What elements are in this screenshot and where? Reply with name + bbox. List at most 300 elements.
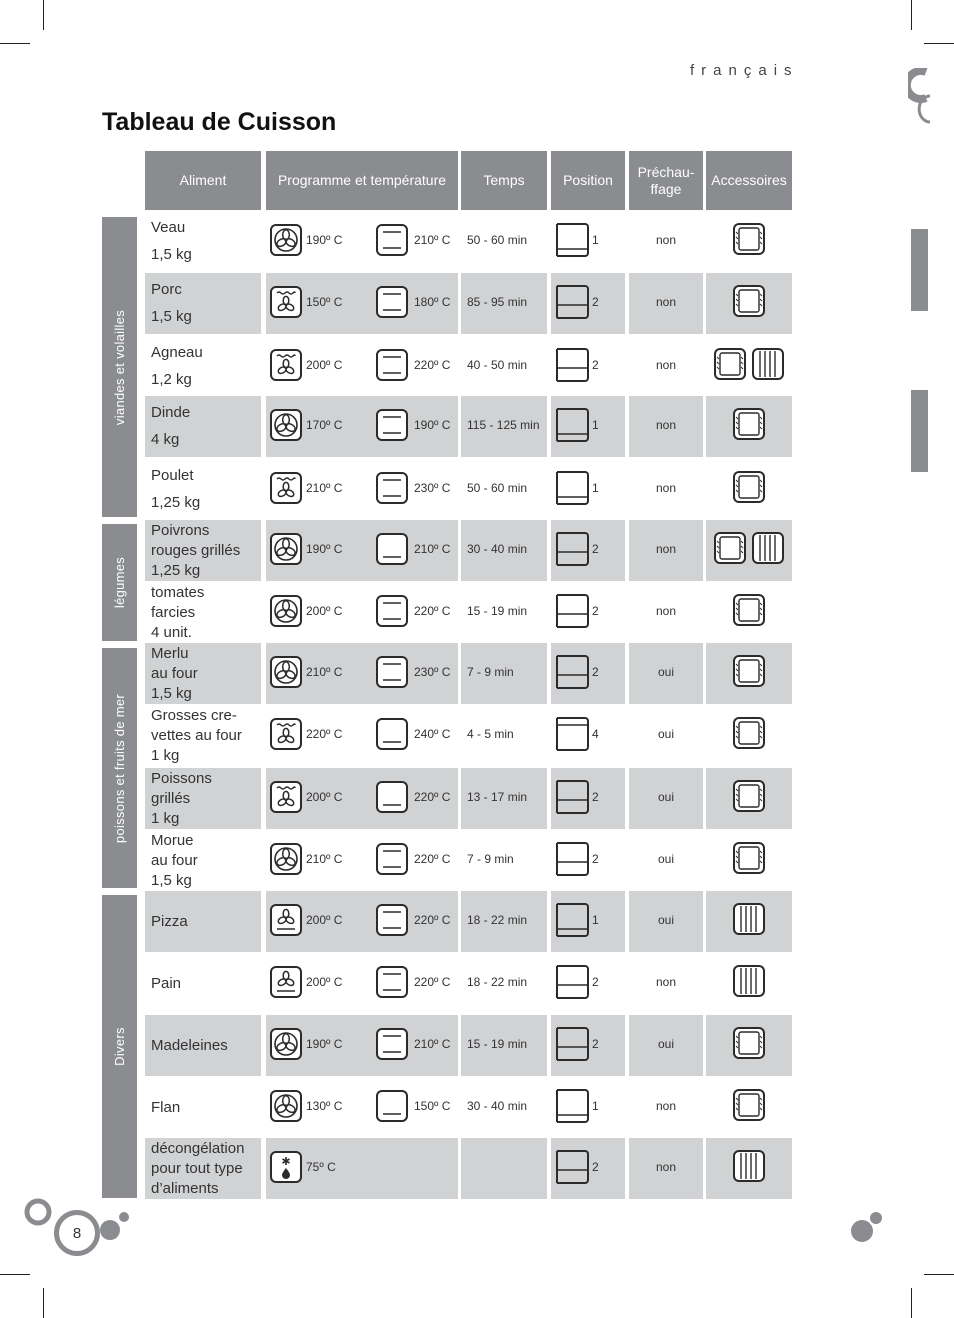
- cell-pre: [629, 520, 703, 581]
- temperature-2: 220º C: [414, 852, 451, 866]
- cell-pos: [551, 459, 625, 520]
- cell-pos: [551, 211, 625, 272]
- temperature-1: 75º C: [306, 1160, 336, 1174]
- rack-position: 2: [592, 604, 599, 618]
- food-line: Grosses cre-: [151, 706, 237, 724]
- rack-position: 1: [592, 418, 599, 432]
- rack-position: 1: [592, 913, 599, 927]
- temperature-2: 220º C: [414, 790, 451, 804]
- preheat-value: non: [655, 418, 677, 432]
- cell-prog: [266, 1015, 458, 1076]
- food-line: 1,25 kg: [151, 561, 201, 579]
- cooking-time: 18 - 22 min: [467, 913, 528, 927]
- cell-prog: [266, 1077, 458, 1138]
- tray-icon: [733, 471, 765, 503]
- temperature-1: 210º C: [306, 481, 343, 495]
- cooking-time: 7 - 9 min: [467, 852, 514, 866]
- rack-position-icon: [555, 778, 589, 816]
- rack-position: 2: [592, 1160, 599, 1174]
- rack-position: 2: [592, 975, 599, 989]
- top-bottom-heat-icon: [376, 286, 408, 318]
- food-name: [151, 643, 259, 704]
- cell-food: [145, 273, 261, 334]
- tray-icon: [733, 655, 765, 687]
- rack-position-icon: [555, 221, 589, 259]
- tray-icon: [714, 348, 746, 380]
- cell-pre: [629, 768, 703, 829]
- rack-position-icon: [555, 406, 589, 444]
- cell-acc: [706, 830, 792, 891]
- cell-time: [461, 768, 547, 829]
- rack-position-icon: [555, 715, 589, 753]
- page-title: Tableau de Cuisson: [102, 108, 337, 136]
- cell-pos: [551, 705, 625, 766]
- temperature-2: 150º C: [414, 1099, 451, 1113]
- grid-icon: [752, 532, 784, 564]
- food-weight: 1,5 kg: [151, 308, 192, 325]
- cell-prog: [266, 643, 458, 704]
- food-line: farcies: [151, 603, 196, 621]
- cell-prog: [266, 211, 458, 272]
- preheat-label-line1: Préchau-: [637, 163, 695, 180]
- cell-food: [145, 705, 261, 766]
- rack-position: 2: [592, 295, 599, 309]
- temperature-1: 200º C: [306, 790, 343, 804]
- cell-time: [461, 211, 547, 272]
- temperature-2: 230º C: [414, 665, 451, 679]
- fan-icon: [270, 843, 302, 875]
- food-weight: 4 kg: [151, 431, 180, 448]
- rack-position-icon: [555, 592, 589, 630]
- temperature-2: 220º C: [414, 913, 451, 927]
- table-row: [145, 705, 792, 766]
- preheat-value: oui: [657, 852, 674, 866]
- rack-position-icon: [555, 1025, 589, 1063]
- food-line: décongélation: [151, 1139, 245, 1157]
- decor-circles-right: [846, 1206, 886, 1246]
- cell-acc: [706, 1015, 792, 1076]
- cell-food: [145, 1138, 261, 1199]
- food-line: 1,5 kg: [151, 684, 192, 702]
- crop-mark: [924, 1274, 954, 1275]
- table-row: [145, 643, 792, 704]
- table-row: [145, 1077, 792, 1138]
- cell-pre: [629, 891, 703, 952]
- temperature-1: 190º C: [306, 542, 343, 556]
- cell-pos: [551, 336, 625, 397]
- temperature-2: 210º C: [414, 1037, 451, 1051]
- temperature-2: 210º C: [414, 542, 451, 556]
- cell-pre: [629, 1138, 703, 1199]
- cell-pos: [551, 953, 625, 1014]
- cell-food: [145, 1077, 261, 1138]
- crop-mark: [0, 1274, 30, 1275]
- cell-pos: [551, 830, 625, 891]
- column-header-preheat: [629, 151, 703, 210]
- cell-prog: [266, 891, 458, 952]
- food-name: [151, 459, 259, 520]
- cell-time: [461, 705, 547, 766]
- temperature-1: 150º C: [306, 295, 343, 309]
- preheat-value: oui: [657, 727, 674, 741]
- cell-acc: [706, 891, 792, 952]
- food-line: Poulet: [151, 467, 194, 484]
- grill-fan-icon: [270, 718, 302, 750]
- food-line: au four: [151, 851, 198, 869]
- food-line: rouges grillés: [151, 541, 241, 559]
- cooking-time: 30 - 40 min: [467, 542, 528, 556]
- food-name: [151, 396, 259, 457]
- cell-prog: [266, 273, 458, 334]
- cooking-time: 15 - 19 min: [467, 1037, 528, 1051]
- rack-position: 1: [592, 481, 599, 495]
- food-line: 1,5 kg: [151, 871, 192, 889]
- tray-icon: [733, 780, 765, 812]
- group-label: légumes: [112, 556, 127, 609]
- rack-position: 1: [592, 233, 599, 247]
- cell-time: [461, 643, 547, 704]
- cell-prog: [266, 953, 458, 1014]
- preheat-value: oui: [657, 665, 674, 679]
- food-line: 1 kg: [151, 809, 180, 827]
- top-bottom-heat-icon: [376, 409, 408, 441]
- cell-food: [145, 459, 261, 520]
- food-line: 1 kg: [151, 746, 180, 764]
- language-label: français: [690, 62, 799, 79]
- top-bottom-heat-icon: [376, 966, 408, 998]
- fan-bottom-icon: [270, 966, 302, 998]
- food-line: Pain: [151, 974, 182, 992]
- preheat-value: non: [655, 358, 677, 372]
- rack-position-icon: [555, 840, 589, 878]
- cell-pos: [551, 643, 625, 704]
- cell-acc: [706, 1077, 792, 1138]
- cell-food: [145, 768, 261, 829]
- food-weight: 1,2 kg: [151, 371, 192, 388]
- cell-pre: [629, 459, 703, 520]
- temperature-2: 180º C: [414, 295, 451, 309]
- grid-icon: [733, 965, 765, 997]
- top-bottom-heat-icon: [376, 656, 408, 688]
- cell-prog: [266, 336, 458, 397]
- cell-pos: [551, 1077, 625, 1138]
- cooking-time: 50 - 60 min: [467, 481, 528, 495]
- food-name: [151, 705, 259, 766]
- food-name: [151, 891, 259, 952]
- group-vegetables: [102, 524, 137, 641]
- food-line: 4 unit.: [151, 623, 192, 641]
- temperature-2: 220º C: [414, 975, 451, 989]
- food-line: Merlu: [151, 644, 189, 662]
- rack-position-icon: [555, 283, 589, 321]
- cell-time: [461, 520, 547, 581]
- cell-time: [461, 582, 547, 643]
- side-tab: [911, 229, 928, 311]
- cell-pos: [551, 520, 625, 581]
- cell-food: [145, 582, 261, 643]
- food-name: [151, 582, 259, 643]
- temperature-1: 130º C: [306, 1099, 343, 1113]
- cell-prog: [266, 396, 458, 457]
- top-bottom-heat-icon: [376, 904, 408, 936]
- cell-food: [145, 1015, 261, 1076]
- top-bottom-heat-icon: [376, 472, 408, 504]
- cooking-time: 7 - 9 min: [467, 665, 514, 679]
- column-header-position: Position: [551, 151, 625, 210]
- cell-prog: [266, 768, 458, 829]
- food-line: Pizza: [151, 912, 188, 930]
- temperature-1: 170º C: [306, 418, 343, 432]
- temperature-1: 190º C: [306, 1037, 343, 1051]
- brand-logo-icon: [908, 68, 938, 124]
- bottom-heat-icon: [376, 718, 408, 750]
- food-line: tomates: [151, 583, 205, 601]
- cell-time: [461, 1138, 547, 1199]
- cell-food: [145, 336, 261, 397]
- food-line: au four: [151, 664, 198, 682]
- cell-time: [461, 830, 547, 891]
- cooking-time: 50 - 60 min: [467, 233, 528, 247]
- cooking-time: 30 - 40 min: [467, 1099, 528, 1113]
- cell-acc: [706, 520, 792, 581]
- food-line: grillés: [151, 789, 191, 807]
- cell-prog: [266, 1138, 458, 1199]
- cell-food: [145, 520, 261, 581]
- table-row: [145, 768, 792, 829]
- cell-time: [461, 891, 547, 952]
- table-row: [145, 891, 792, 952]
- food-line: Morue: [151, 831, 194, 849]
- rack-position-icon: [555, 1087, 589, 1125]
- rack-position: 2: [592, 542, 599, 556]
- column-header-program: Programme et température: [266, 151, 458, 210]
- preheat-value: non: [655, 1160, 677, 1174]
- grid-icon: [733, 903, 765, 935]
- food-name: [151, 1015, 259, 1076]
- table-row: [145, 520, 792, 581]
- table-row: [145, 336, 792, 397]
- column-header-food: Aliment: [145, 151, 261, 210]
- rack-position: 2: [592, 1037, 599, 1051]
- bottom-heat-icon: [376, 781, 408, 813]
- cell-food: [145, 891, 261, 952]
- grill-fan-icon: [270, 472, 302, 504]
- column-header-accessories: Accessoires: [706, 151, 792, 210]
- grid-icon: [752, 348, 784, 380]
- rack-position-icon: [555, 653, 589, 691]
- temperature-2: 240º C: [414, 727, 451, 741]
- cell-time: [461, 273, 547, 334]
- preheat-value: non: [655, 481, 677, 495]
- cooking-time: 4 - 5 min: [467, 727, 514, 741]
- cell-time: [461, 459, 547, 520]
- rack-position-icon: [555, 963, 589, 1001]
- temperature-1: 200º C: [306, 604, 343, 618]
- cell-pos: [551, 582, 625, 643]
- rack-position-icon: [555, 1148, 589, 1186]
- cooking-time: 13 - 17 min: [467, 790, 528, 804]
- cell-acc: [706, 643, 792, 704]
- preheat-value: non: [655, 542, 677, 556]
- food-line: Porc: [151, 281, 182, 298]
- top-bottom-heat-icon: [376, 595, 408, 627]
- tray-icon: [733, 223, 765, 255]
- group-fish: [102, 648, 137, 888]
- food-name: [151, 830, 259, 891]
- crop-mark: [43, 0, 44, 30]
- fan-icon: [270, 409, 302, 441]
- temperature-1: 210º C: [306, 852, 343, 866]
- grill-fan-icon: [270, 286, 302, 318]
- cell-pre: [629, 273, 703, 334]
- cooking-time: 40 - 50 min: [467, 358, 528, 372]
- cell-time: [461, 953, 547, 1014]
- food-name: [151, 520, 259, 581]
- food-name: [151, 336, 259, 397]
- rack-position: 2: [592, 665, 599, 679]
- fan-icon: [270, 1028, 302, 1060]
- cell-pos: [551, 1138, 625, 1199]
- preheat-value: oui: [657, 1037, 674, 1051]
- fan-icon: [270, 1090, 302, 1122]
- rack-position-icon: [555, 530, 589, 568]
- food-name: [151, 1077, 259, 1138]
- temperature-1: 200º C: [306, 913, 343, 927]
- food-line: vettes au four: [151, 726, 242, 744]
- rack-position-icon: [555, 901, 589, 939]
- food-name: [151, 768, 259, 829]
- table-row: [145, 953, 792, 1014]
- cooking-time: 18 - 22 min: [467, 975, 528, 989]
- tray-icon: [733, 285, 765, 317]
- cell-acc: [706, 273, 792, 334]
- food-line: Poissons: [151, 769, 212, 787]
- crop-mark: [924, 43, 954, 44]
- table-row: [145, 582, 792, 643]
- cell-pos: [551, 396, 625, 457]
- cell-pos: [551, 273, 625, 334]
- rack-position-icon: [555, 346, 589, 384]
- fan-icon: [270, 533, 302, 565]
- food-line: Dinde: [151, 404, 191, 421]
- table-row: [145, 459, 792, 520]
- cell-pre: [629, 830, 703, 891]
- food-name: [151, 953, 259, 1014]
- rack-position: 2: [592, 358, 599, 372]
- grill-fan-icon: [270, 781, 302, 813]
- grill-fan-icon: [270, 349, 302, 381]
- fan-bottom-icon: [270, 904, 302, 936]
- temperature-2: 190º C: [414, 418, 451, 432]
- fan-icon: [270, 224, 302, 256]
- bottom-heat-icon: [376, 1090, 408, 1122]
- tray-icon: [733, 842, 765, 874]
- preheat-value: non: [655, 975, 677, 989]
- cell-pos: [551, 1015, 625, 1076]
- table-row: [145, 396, 792, 457]
- preheat-value: non: [655, 233, 677, 247]
- cell-acc: [706, 705, 792, 766]
- crop-mark: [43, 1288, 44, 1318]
- side-tab: [911, 390, 928, 472]
- fan-icon: [270, 656, 302, 688]
- defrost-icon: [270, 1151, 302, 1183]
- column-header-time: Temps: [461, 151, 547, 210]
- cell-food: [145, 396, 261, 457]
- temperature-1: 200º C: [306, 975, 343, 989]
- tray-icon: [733, 1027, 765, 1059]
- preheat-label-line2: ffage: [650, 180, 682, 197]
- cooking-time: 115 - 125 min: [467, 418, 540, 432]
- top-bottom-heat-icon: [376, 843, 408, 875]
- rack-position: 1: [592, 1099, 599, 1113]
- top-bottom-heat-icon: [376, 1028, 408, 1060]
- cell-pre: [629, 211, 703, 272]
- temperature-2: 230º C: [414, 481, 451, 495]
- preheat-value: oui: [657, 913, 674, 927]
- cell-prog: [266, 459, 458, 520]
- cell-pre: [629, 1015, 703, 1076]
- temperature-2: 220º C: [414, 358, 451, 372]
- food-weight: 1,5 kg: [151, 246, 192, 263]
- cell-time: [461, 1015, 547, 1076]
- table-row: [145, 1015, 792, 1076]
- group-misc: [102, 895, 137, 1198]
- page-number: 8: [54, 1210, 100, 1256]
- cell-acc: [706, 953, 792, 1014]
- food-line: Flan: [151, 1098, 181, 1116]
- preheat-value: non: [655, 1099, 677, 1113]
- preheat-value: non: [655, 295, 677, 309]
- tray-icon: [733, 594, 765, 626]
- cell-prog: [266, 582, 458, 643]
- rack-position-icon: [555, 469, 589, 507]
- rack-position: 2: [592, 852, 599, 866]
- crop-mark: [911, 0, 912, 30]
- top-bottom-heat-icon: [376, 349, 408, 381]
- crop-mark: [0, 43, 30, 44]
- cell-prog: [266, 520, 458, 581]
- tray-icon: [733, 408, 765, 440]
- top-bottom-heat-icon: [376, 224, 408, 256]
- cell-food: [145, 211, 261, 272]
- fan-icon: [270, 595, 302, 627]
- table-row: [145, 211, 792, 272]
- grid-icon: [733, 1150, 765, 1182]
- cell-acc: [706, 459, 792, 520]
- food-line: Veau: [151, 219, 186, 236]
- cell-prog: [266, 830, 458, 891]
- tray-icon: [714, 532, 746, 564]
- crop-mark: [911, 1288, 912, 1318]
- cell-acc: [706, 768, 792, 829]
- table-row: [145, 1138, 792, 1199]
- cooking-time: 85 - 95 min: [467, 295, 528, 309]
- cell-pos: [551, 768, 625, 829]
- cell-pre: [629, 953, 703, 1014]
- cell-food: [145, 830, 261, 891]
- temperature-1: 220º C: [306, 727, 343, 741]
- cell-pre: [629, 336, 703, 397]
- food-line: d’aliments: [151, 1179, 219, 1197]
- food-name: [151, 1138, 259, 1199]
- bottom-heat-icon: [376, 533, 408, 565]
- temperature-2: 220º C: [414, 604, 451, 618]
- preheat-value: non: [655, 604, 677, 618]
- cell-pre: [629, 705, 703, 766]
- rack-position: 4: [592, 727, 599, 741]
- temperature-1: 200º C: [306, 358, 343, 372]
